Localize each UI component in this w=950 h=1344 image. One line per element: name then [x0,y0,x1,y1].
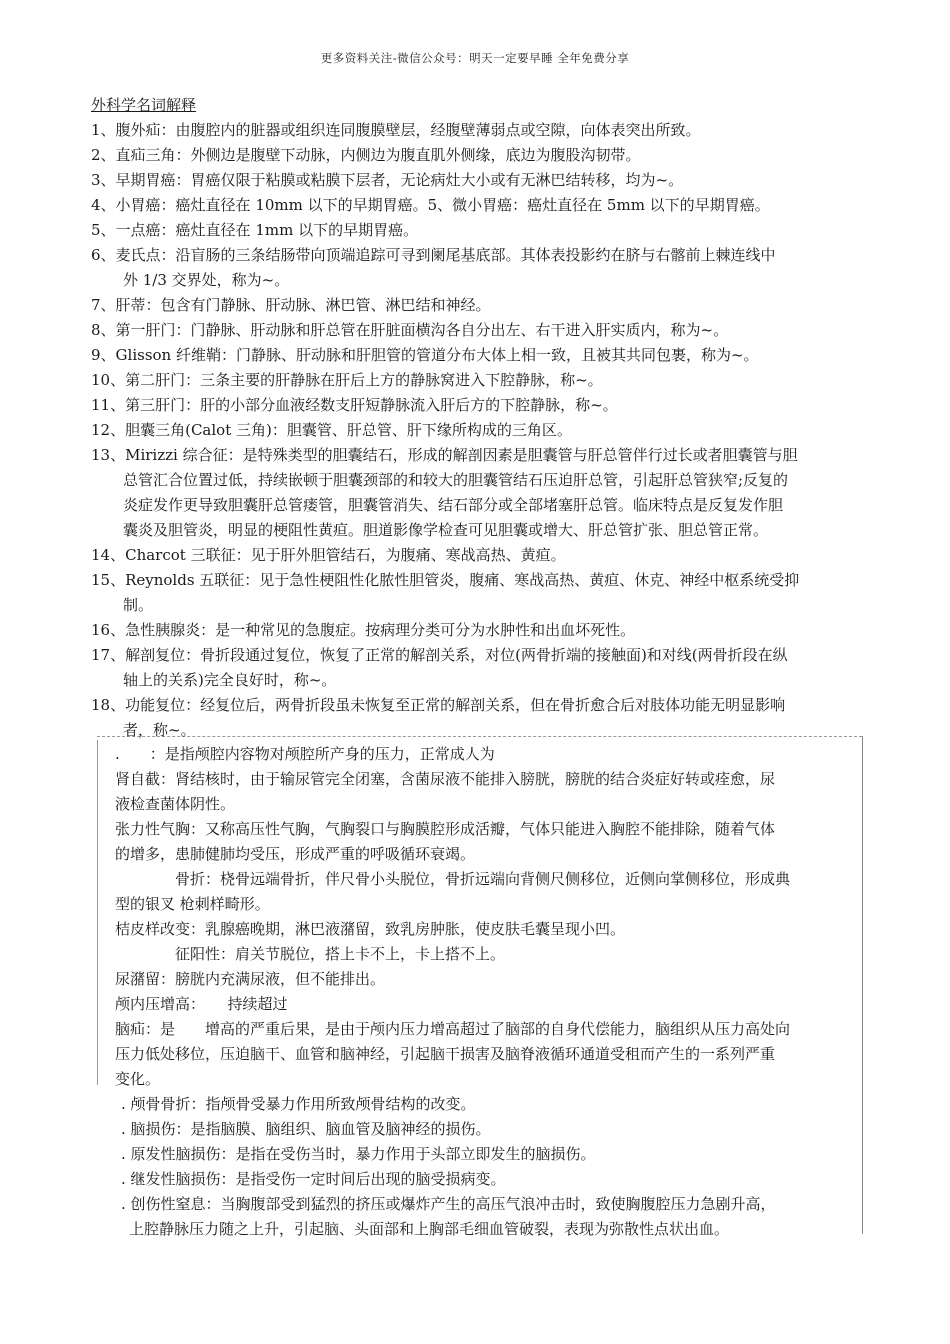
term-line-continued: 外 1/3 交界处，称为~。 [123,271,290,289]
term-line: 12、胆囊三角(Calot 三角)：胆囊管、肝总管、肝下缘所构成的三角区。 [91,421,572,439]
term-line: 15、Reynolds 五联征：见于急性梗阻性化脓性胆管炎，腹痛、寒战高热、黄疸、休克、神经中枢系统受抑 [91,571,800,589]
box-line: 型的银叉 枪刺样畸形。 [115,895,270,913]
box-line: 桔皮样改变：乳腺癌晚期，淋巴液潴留，致乳房肿胀，使皮肤毛囊呈现小凹。 [115,920,626,938]
box-right-border [862,736,863,1234]
term-line: 5、一点癌：癌灶直径在 1mm 以下的早期胃癌。 [91,221,419,239]
term-line-continued: 制。 [123,596,154,614]
box-line: 上腔静脉压力随之上升，引起脑、头面部和上胸部毛细血管破裂，表现为弥散性点状出血。 [129,1220,730,1238]
term-line: 16、急性胰腺炎：是一种常见的急腹症。按病理分类可分为水肿性和出血坏死性。 [91,621,636,639]
term-line: 13、Mirizzi 综合征：是特殊类型的胆囊结石，形成的解剖因素是胆囊管与肝总管伴行过长或者胆囊管与胆 [91,446,798,464]
box-line: 尿潴留：膀胱内充满尿液，但不能排出。 [115,970,386,988]
term-line: 3、早期胃癌：胃癌仅限于粘膜或粘膜下层者，无论病灶大小或有无淋巴结转移，均为~。 [91,171,684,189]
box-line: 变化。 [115,1070,161,1088]
term-line: 18、功能复位：经复位后，两骨折段虽未恢复至正常的解剖关系，但在骨折愈合后对肢体功能无明显影响 [91,696,786,714]
term-line: 7、肝蒂：包含有门静脉、肝动脉、淋巴管、淋巴结和神经。 [91,296,491,314]
term-line: 10、第二肝门：三条主要的肝静脉在肝后上方的静脉窝进入下腔静脉，称~。 [91,371,603,389]
term-line: 9、Glisson 纤维鞘：门静脉、肝动脉和肝胆管的管道分布大体上相一致，且被其共同包裹，称为~。 [91,346,759,364]
box-line: 压力低处移位，压迫脑干、血管和脑神经，引起脑干损害及脑脊液循环通道受租而产生的一系列严重 [115,1045,776,1063]
term-line: 1、腹外疝：由腹腔内的脏器或组织连同腹膜壁层，经腹壁薄弱点或空隙，向体表突出所致。 [91,121,701,139]
term-line: 11、第三肝门：肝的小部分血液经数支肝短静脉流入肝后方的下腔静脉，称~。 [91,396,618,414]
box-line: . 创伤性窒息：当胸腹部受到猛烈的挤压或爆炸产生的高压气浪冲击时，致使胸腹腔压力急剧升高， [121,1195,776,1213]
box-line: 颅内压增高： 持续超过 [115,995,288,1013]
term-line-continued: 总管汇合位置过低，持续嵌顿于胆囊颈部的和较大的胆囊管结石压迫肝总管，引起肝总管狭窄;反复的 [123,471,789,489]
term-line: 4、小胃癌：癌灶直径在 10mm 以下的早期胃癌。5、微小胃癌：癌灶直径在 5mm 以下的早期胃癌。 [91,196,770,214]
box-left-border [97,740,98,1085]
box-top-border [97,736,862,738]
term-line-continued: 者，称~。 [123,721,196,739]
term-line: 2、直疝三角：外侧边是腹壁下动脉，内侧边为腹直肌外侧缘，底边为腹股沟韧带。 [91,146,641,164]
box-line: . 原发性脑损伤：是指在受伤当时，暴力作用于头部立即发生的脑损伤。 [121,1145,596,1163]
term-line-continued: 轴上的关系)完全良好时，称~。 [123,671,337,689]
page-header: 更多资料关注-微信公众号：明天一定要早睡 全年免费分享 [320,51,630,65]
box-line: . 颅骨骨折：指颅骨受暴力作用所致颅骨结构的改变。 [121,1095,476,1113]
page-title: 外科学名词解释 [91,96,197,114]
box-line: 的增多，患肺健肺均受压，形成严重的呼吸循环衰竭。 [115,845,476,863]
term-line: 17、解剖复位：骨折段通过复位，恢复了正常的解剖关系，对位(两骨折端的接触面)和对线(两骨折段在纵 [91,646,788,664]
term-line-continued: 炎症发作更导致胆囊肝总管瘘管，胆囊管消失、结石部分或全部堵塞肝总管。临床特点是反复发作胆 [123,496,784,514]
term-line-continued: 囊炎及胆管炎，明显的梗阻性黄疸。胆道影像学检查可见胆囊或增大、肝总管扩张、胆总管正常。 [123,521,769,539]
box-line: 张力性气胸：又称高压性气胸，气胸裂口与胸膜腔形成活瓣，气体只能进入胸腔不能排除，随着气体 [115,820,776,838]
box-line: 肾自截：肾结核时，由于输尿管完全闭塞，含菌尿液不能排入膀胱，膀胱的结合炎症好转或痊愈，尿 [115,770,776,788]
term-line: 8、第一肝门：门静脉、肝动脉和肝总管在肝脏面横沟各自分出左、右干进入肝实质内，称为~。 [91,321,729,339]
term-line: 14、Charcot 三联征：见于肝外胆管结石，为腹痛、寒战高热、黄疸。 [91,546,566,564]
box-line: 征阳性：肩关节脱位，搭上卡不上，卡上搭不上。 [175,945,506,963]
box-line: 骨折：桡骨远端骨折，伴尺骨小头脱位，骨折远端向背侧尺侧移位，近侧向掌侧移位，形成典 [175,870,791,888]
box-line: 液检查菌体阴性。 [115,795,236,813]
box-line: 脑疝：是 增高的严重后果，是由于颅内压力增高超过了脑部的自身代偿能力，脑组织从压力高处向 [115,1020,791,1038]
term-line: 6、麦氏点：沿盲肠的三条结肠带向顶端追踪可寻到阑尾基底部。其体表投影约在脐与右髂前上棘连线中 [91,246,776,264]
box-line: . ：是指颅腔内容物对颅腔所产身的压力，正常成人为 [115,745,495,763]
box-line: . 脑损伤：是指脑膜、脑组织、脑血管及脑神经的损伤。 [121,1120,491,1138]
box-line: . 继发性脑损伤：是指受伤一定时间后出现的脑受损病变。 [121,1170,506,1188]
